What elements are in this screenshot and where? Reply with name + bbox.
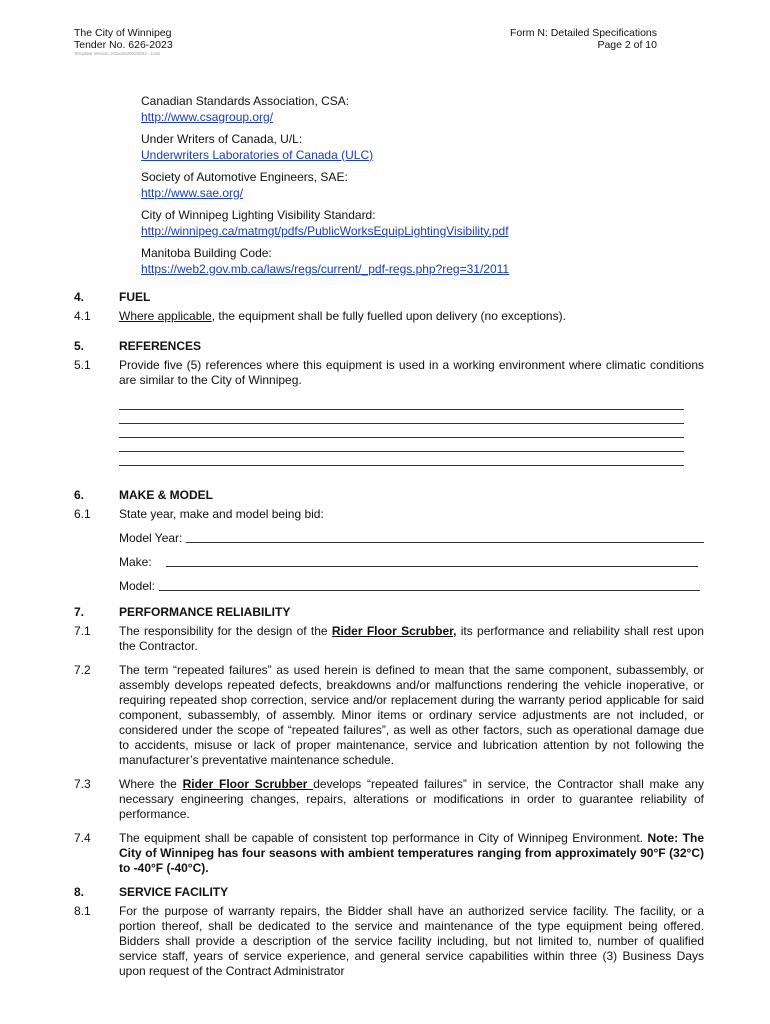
section-title: SERVICE FACILITY (119, 885, 229, 899)
header-left (74, 27, 173, 57)
section-title: REFERENCES (119, 339, 202, 353)
section-performance-reliability: 7. PERFORMANCE RELIABILITY 7.1 The responsibility for the design of the Rider Floor Scrubber, its performance and reliability shall rest upon the Contractor. 7.2 The term “repeated failures” as used herein is defined to mean that the same component, subassembly, or assembly develops repeated defects, breakdowns and/or malfunctions rendering the vehicle inoperative, or requiring repeated shop correction, service and/or replacement during the warranty period applicable for said component, subassembly, of assembly. Minor items or ordinary service adjustments are not included, or considered under the scope of “repeated failures”, as well as other factors, such as operational damage due to accidents, misuse or lack of proper maintenance, service and lubrication attention by not following the manufacturer’s preventative maintenance schedule. 7.3 Where the Rider Floor Scrubber develops “repeated failures” in service, the Contractor shall make any necessary engineering changes, repairs, alterations or modifications in order to guarantee reliability of performance. 7.4 The equipment shall be capable of consistent top performance in City of Winnipeg Environment. Note: The City of Winnipeg has four seasons with ambient temperatures ranging from approximately 90°F (32°C) to -40°F (-40°C). (74, 605, 704, 875)
org-name: The City of Winnipeg (74, 27, 172, 39)
section-title: PERFORMANCE RELIABILITY (119, 605, 291, 619)
section-service-facility: 8. SERVICE FACILITY 8.1 For the purpose of warranty repairs, the Bidder shall have an authorized service facility. The facility, or a portion thereof, shall be dedicated to the service and maintenance of the type equipment being offered. Bidders shall provide a description of the service facility including, but not limited to, number of qualified service staff, years of service experience, and general service capabilities within three (3) Business Days upon request of the Contract Administrator (74, 885, 704, 978)
sae-link[interactable]: http://www.sae.org/ (141, 185, 244, 200)
model-field[interactable]: Model: (119, 579, 700, 594)
lighting-link[interactable]: http://winnipeg.ca/matmgt/pdfs/PublicWorksEquipLightingVisibility.pdf (141, 223, 509, 238)
reference-line-5[interactable] (119, 452, 684, 466)
template-version: Template Version: eGoods20220201 - Loss (74, 51, 161, 56)
standards-list (141, 94, 711, 284)
section-make-model: 6. MAKE & MODEL 6.1 State year, make and model being bid: Model Year: Make: Model: (74, 488, 704, 603)
ref-lighting: City of Winnipeg Lighting Visibility Standard: http://winnipeg.ca/matmgt/pdfs/PublicWorksEquipLightingVisibility.pdf (141, 208, 509, 238)
reference-line-1[interactable] (119, 396, 684, 410)
model-year-field[interactable]: Model Year: (119, 531, 704, 546)
make-field[interactable]: Make: (119, 555, 698, 570)
form-title: Form N: Detailed Specifications (509, 27, 657, 39)
section-fuel: 4. FUEL 4.1 Where applicable, the equipment shall be fully fuelled upon delivery (no exceptions). (74, 290, 704, 324)
csa-link[interactable]: http://www.csagroup.org/ (141, 109, 274, 124)
ref-ul: Under Writers of Canada, U/L: Underwriters Laboratories of Canada (ULC) (141, 132, 374, 162)
section-references: 5. REFERENCES 5.1 Provide five (5) references where this equipment is used in a working environment where climatic conditions are similar to the City of Winnipeg. (74, 339, 704, 466)
ref-building-code: Manitoba Building Code: https://web2.gov.mb.ca/laws/regs/current/_pdf-regs.php?reg=31/2011 (141, 246, 510, 276)
section-title: FUEL (119, 290, 151, 304)
reference-line-4[interactable] (119, 438, 684, 452)
header-right (510, 27, 657, 51)
ref-csa: Canadian Standards Association, CSA: http://www.csagroup.org/ (141, 94, 350, 124)
building-code-link[interactable]: https://web2.gov.mb.ca/laws/regs/current/_pdf-regs.php?reg=31/2011 (141, 261, 510, 276)
section-title: MAKE & MODEL (119, 488, 213, 502)
ref-sae: Society of Automotive Engineers, SAE: http://www.sae.org/ (141, 170, 348, 200)
page-number: Page 2 of 10 (597, 39, 657, 51)
ulc-link[interactable]: Underwriters Laboratories of Canada (ULC) (141, 147, 374, 162)
reference-line-3[interactable] (119, 424, 684, 438)
reference-line-2[interactable] (119, 410, 684, 424)
tender-number: Tender No. 626-2023 (74, 39, 173, 51)
